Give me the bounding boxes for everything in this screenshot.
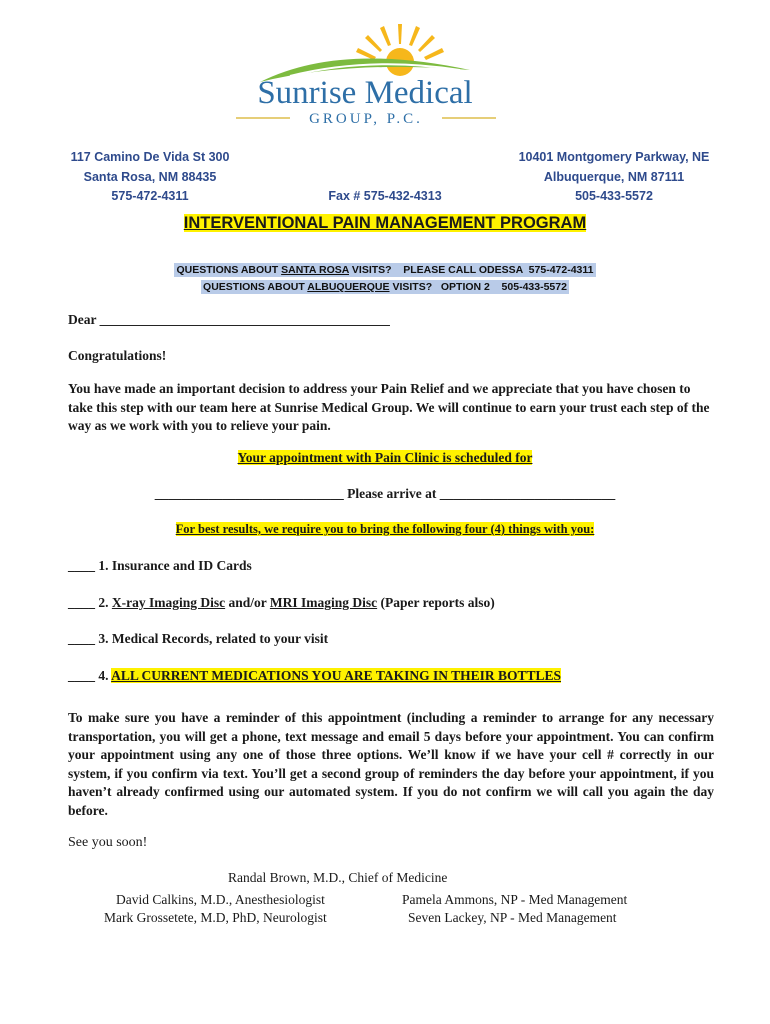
left-city: Santa Rosa, NM 88435 <box>83 169 217 184</box>
right-street: 10401 Montgomery Parkway, NE <box>518 150 710 164</box>
right-phone: 505-433-5572 <box>575 189 653 203</box>
see-you-soon: See you soon! <box>68 835 148 850</box>
left-phone: 575-472-4311 <box>111 189 189 203</box>
congratulations: Congratulations! <box>68 348 167 363</box>
reminder-paragraph: To make sure you have a reminder of this appointment (including a reminder to arrange for any necessary transportation, you will get a phone, text message and email 5 days before your appointment. You can confirm your appointment using any one of those three options. We’ll know if we have your cell # correctly in our system, if you confirm via text. You’ll get a second group of reminders the day before your appointment, if you haven’t already confirmed using our automated system. If you do not confirm we will call you again the day before. <box>68 710 714 818</box>
questions-albuquerque: QUESTIONS ABOUT ALBUQUERQUE VISITS? OPTION 2 505-433-5572 <box>203 281 567 293</box>
right-address <box>498 148 730 207</box>
right-city: Albuquerque, NM 87111 <box>543 169 685 184</box>
staff-right-1: Pamela Ammons, NP - Med Management <box>402 892 628 907</box>
item-records: ____ 3. Medical Records, related to your visit <box>68 631 329 646</box>
logo-name: Sunrise Medical <box>257 75 473 111</box>
page-title: INTERVENTIONAL PAIN MANAGEMENT PROGRAM <box>183 214 587 232</box>
left-address <box>40 148 260 207</box>
appointment-heading: Your appointment with Pain Clinic is scheduled for <box>237 450 533 465</box>
company-logo <box>230 20 500 130</box>
sunrise-logo-icon <box>230 20 500 130</box>
logo-sub: GROUP, P.C. <box>309 111 423 127</box>
left-street: 117 Camino De Vida St 300 <box>70 150 230 164</box>
dear-line: Dear ___________________________________________ <box>68 312 390 327</box>
item-insurance: ____ 1. Insurance and ID Cards <box>68 558 252 573</box>
item-medications: ____ 4. ALL CURRENT MEDICATIONS YOU ARE TAKING IN THEIR BOTTLES <box>68 668 561 683</box>
staff-right-2: Seven Lackey, NP - Med Management <box>408 910 617 925</box>
chief-of-medicine: Randal Brown, M.D., Chief of Medicine <box>228 870 448 885</box>
arrive-line: ____________________________ Please arrive at __________________________ <box>154 486 616 501</box>
staff-left-2: Mark Grossetete, M.D, PhD, Neurologist <box>104 910 327 925</box>
requirement-heading: For best results, we require you to bring the following four (4) things with you: <box>175 522 595 536</box>
fax-number: Fax # 575-432-4313 <box>328 189 442 203</box>
intro-paragraph: You have made an important decision to address your Pain Relief and we appreciate that you have chosen to take this step with our team here at Sunrise Medical Group. We will continue to earn your trust each step of the way as we work with you to relieve your pain. <box>68 381 710 433</box>
questions-santa-rosa: QUESTIONS ABOUT SANTA ROSA VISITS? PLEASE CALL ODESSA 575-472-4311 <box>176 264 594 276</box>
staff-left-1: David Calkins, M.D., Anesthesiologist <box>116 892 325 907</box>
item-imaging: ____ 2. X-ray Imaging Disc and/or MRI Imaging Disc (Paper reports also) <box>68 595 495 610</box>
